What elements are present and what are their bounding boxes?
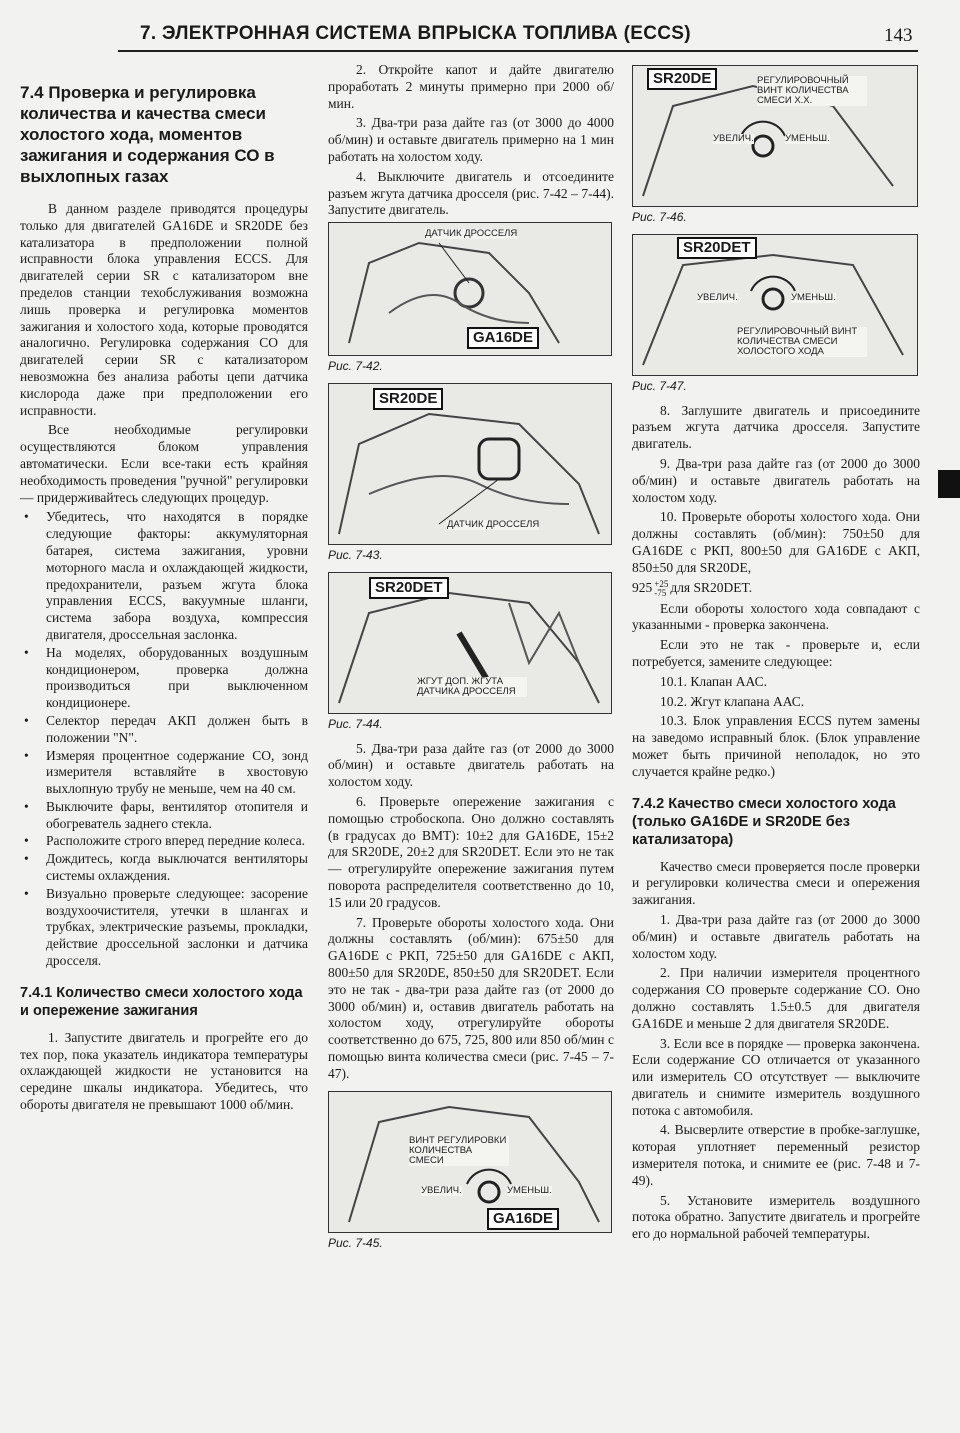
figure-7-43 (328, 383, 612, 545)
engine-tag: SR20DE (373, 388, 443, 410)
paragraph: 10. Проверьте обороты холостого хода. Они должны составлять (об/мин): 750±50 для GA16DE с РКП, 800±50 для GA16DE с АКП, 850±50 для SR20DE, (632, 509, 920, 575)
paragraph: 1. Запустите двигатель и прогрейте его до тех пор, пока указатель индикатора температуры охлаждающей жидкости не установится на середине шкалы индикатора. Убедитесь, что обороты двигателя не превышают 1000 об/мин. (20, 1029, 308, 1113)
figure-7-47 (632, 234, 918, 376)
paragraph: 7. Проверьте обороты холостого хода. Они должны составлять (об/мин): 675±50 для GA16DE с РКП, 725±50 для GA16DE с АКП, 800±50 для SR20DE, 850±50 для SR20DET. Если это не так - два-три раза дайте газ (от 2000 до 3000 об/мин) и, оставив двигатель работать на холостом ходу, отрегулируйте обороты соответственно до 675, 725, 800 или 850 об/мин с помощью винта количества смеси (рис. 7-45 – 7-47). (328, 914, 614, 1081)
paragraph: 5. Установите измеритель воздушного потока обратно. Запустите двигатель и прогрейте его до нормальной рабочей температуры. (632, 1192, 920, 1242)
chapter-title: 7. ЭЛЕКТРОННАЯ СИСТЕМА ВПРЫСКА ТОПЛИВА (ECCS) (140, 23, 691, 44)
engine-tag: GA16DE (467, 327, 539, 349)
paragraph: 2. Откройте капот и дайте двигателю проработать 2 минуты примерно при 2000 об/мин. (328, 62, 614, 111)
list-item: • Дождитесь, когда выключатся вентиляторы системы охлаждения. (20, 851, 308, 885)
section-heading-7-4-2: 7.4.2 Качество смеси холостого хода (только GA16DE и SR20DE без катализатора) (632, 795, 896, 848)
column-3 (632, 62, 920, 1246)
paragraph: 8. Заглушите двигатель и присоедините разъем жгута датчика дросселя. Запустите двигатель. (632, 402, 920, 452)
paragraph: Если это не так - проверьте и, если потребуется, замените следующее: (632, 637, 920, 669)
decrease-label: УМЕНЬШ. (507, 1184, 552, 1196)
list-item: • Выключите фары, вентилятор отопителя и обогреватель заднего стекла. (20, 799, 308, 833)
figure-caption: Рис. 7-47. (632, 378, 687, 393)
decrease-label: УМЕНЬШ. (791, 291, 836, 303)
figure-7-46 (632, 65, 918, 207)
paragraph: В данном разделе приводятся процедуры только для двигателей GA16DE и SR20DE без катализатора в предположении полной исправности блока управления ECCS. Для двигателей серии SR с катализатором вне пределов станции техобслуживания возможна лишь проверка и регулировка моментов зажигания и холостого хода, которые проводятся аналогично. Регулировка содержания СО для двигателей серии SR с катализатором невозможна без анализа работы цепи датчика кислорода даже при предположении его исправности. (20, 201, 308, 418)
tolerance-minus: -75 (654, 587, 667, 598)
increase-label: УВЕЛИЧ. (421, 1184, 462, 1196)
section-heading-7-4-1: 7.4.1 Количество смеси холостого хода и опережение зажигания (20, 984, 303, 1019)
figure-label: ДАТЧИК ДРОССЕЛЯ (447, 518, 540, 530)
paragraph: 3. Два-три раза дайте газ (от 3000 до 4000 об/мин) и оставьте двигатель примерно на 1 мин работать на холостом ходу. (328, 115, 614, 164)
engine-tag: SR20DET (677, 237, 757, 259)
increase-label: УВЕЛИЧ. (713, 133, 754, 144)
paragraph: Все необходимые регулировки осуществляются блоком управления автоматически. Если все-таки есть крайняя необходимость проведения "ручной" регулировки — придерживайтесь следующих процедур. (20, 422, 308, 505)
figure-7-45 (328, 1091, 612, 1233)
engine-tag: SR20DE (647, 68, 717, 90)
side-tab-marker (938, 470, 960, 498)
header-rule (118, 50, 918, 52)
paragraph: 6. Проверьте опережение зажигания с помощью стробоскопа. Оно должно составлять (в градусах до ВМТ): 10±2 для GA16DE, 15±2 для SR20DE, 20±2 для SR20DET. Если это не так — отрегулируйте опережение зажигания путем поворота распределителя соответственно до 10, 15 или 20 градусов. (328, 793, 614, 910)
figure-7-42 (328, 222, 612, 356)
tolerance-plus: +25 (654, 578, 669, 589)
paragraph: 5. Два-три раза дайте газ (от 2000 до 3000 об/мин) и оставьте двигатель работать на холостом ходу. (328, 740, 614, 790)
figure-7-44 (328, 572, 612, 714)
idle-speed-suffix: для SR20DET. (670, 579, 753, 595)
figure-label: ЖГУТ ДОП. ЖГУТА ДАТЧИКА ДРОССЕЛЯ (417, 677, 527, 697)
page-number: 143 (884, 25, 913, 46)
list-item: • Селектор передач АКП должен быть в положении "N". (20, 713, 308, 747)
paragraph: Если обороты холостого хода совпадают с указанными - проверка закончена. (632, 600, 920, 633)
figure-caption: Рис. 7-46. (632, 210, 687, 224)
paragraph: Качество смеси проверяется после проверки и регулировки количества смеси и опережения зажигания. (632, 858, 920, 908)
decrease-label: УМЕНЬШ. (785, 133, 830, 144)
paragraph: 10.1. Клапан ААС. (660, 673, 767, 689)
figure-label: РЕГУЛИРОВОЧНЫЙ ВИНТ КОЛИЧЕСТВА СМЕСИ ХОЛОСТОГО ХОДА (737, 327, 867, 357)
column-1 (20, 62, 308, 1117)
figure-label: ДАТЧИК ДРОССЕЛЯ (425, 228, 518, 240)
paragraph: 1. Два-три раза дайте газ (от 2000 до 3000 об/мин) и оставьте двигатель работать на холостом ходу. (632, 911, 920, 961)
figure-caption: Рис. 7-43. (328, 547, 383, 562)
figure-caption: Рис. 7-44. (328, 716, 383, 731)
paragraph (632, 580, 920, 598)
section-heading-7-4: 7.4 Проверка и регулировка количества и качества смеси холостого хода, моментов зажигания и содержания СО в выхлопных газах (20, 83, 275, 186)
figure-label: РЕГУЛИРОВОЧНЫЙ ВИНТ КОЛИЧЕСТВА СМЕСИ Х.Х. (757, 76, 867, 106)
list-item: • Убедитесь, что находятся в порядке следующие факторы: аккумуляторная батарея, система зажигания, уровни моторного масла и охлаждающей жидкости, предохранители, разъем жгута блока управления ECCS, вакуумные шланги, система забора воздуха, компрессия двигателя, дроссельная заслонка. (20, 509, 308, 643)
idle-speed-value: 925 (632, 579, 653, 595)
list-item: • На моделях, оборудованных воздушным кондиционером, проверка должна производиться при выключенном кондиционере. (20, 645, 308, 712)
column-2 (328, 62, 614, 1259)
figure-caption: Рис. 7-42. (328, 359, 383, 374)
increase-label: УВЕЛИЧ. (697, 291, 738, 303)
engine-tag: SR20DET (369, 577, 449, 599)
list-item: • Визуально проверьте следующее: засорение воздухоочистителя, утечки в шлангах и трубках, электрические разъемы, прокладки, действие дроссельной заслонки и датчика дросселя. (20, 886, 308, 970)
paragraph: 10.3. Блок управления ECCS путем замены на заведомо исправный блок. (Блок управление может быть причиной неполадок, но это случается крайне редко.) (632, 713, 920, 779)
paragraph: 9. Два-три раза дайте газ (от 2000 до 3000 об/мин) и оставьте двигатель работать на холостом ходу. (632, 455, 920, 505)
paragraph: 4. Выключите двигатель и отсоедините разъем жгута датчика дросселя (рис. 7-42 – 7-44). Запустите двигатель. (328, 168, 614, 218)
figure-caption: Рис. 7-45. (328, 1235, 383, 1250)
paragraph: 2. При наличии измерителя процентного содержания СО проверьте содержание СО. Оно должно составлять 1.5±0.5 для двигателя GA16DE и меньше 2 для двигателя SR20DE. (632, 965, 920, 1031)
paragraph: 10.2. Жгут клапана ААС. (660, 693, 805, 709)
checklist (20, 509, 308, 970)
list-item: • Измеряя процентное содержание СО, зонд измерителя вставляйте в хвостовую выхлопную трубу не меньше, чем на 40 см. (20, 748, 308, 798)
paragraph: 4. Высверлите отверстие в пробке-заглушке, которая уплотняет переменный резистор измерителя потока, и снимите ее (рис. 7-48 и 7-49). (632, 1122, 920, 1188)
figure-label: ВИНТ РЕГУЛИРОВКИ КОЛИЧЕСТВА СМЕСИ (409, 1136, 509, 1166)
list-item: • Расположите строго вперед передние колеса. (20, 833, 308, 850)
engine-tag: GA16DE (487, 1208, 559, 1230)
paragraph: 3. Если все в порядке — проверка закончена. Если содержание СО отличается от указанного или измеритель СО отсутствует — выключите двигатель и снимите измеритель воздушного потока с автомобиля. (632, 1035, 920, 1118)
